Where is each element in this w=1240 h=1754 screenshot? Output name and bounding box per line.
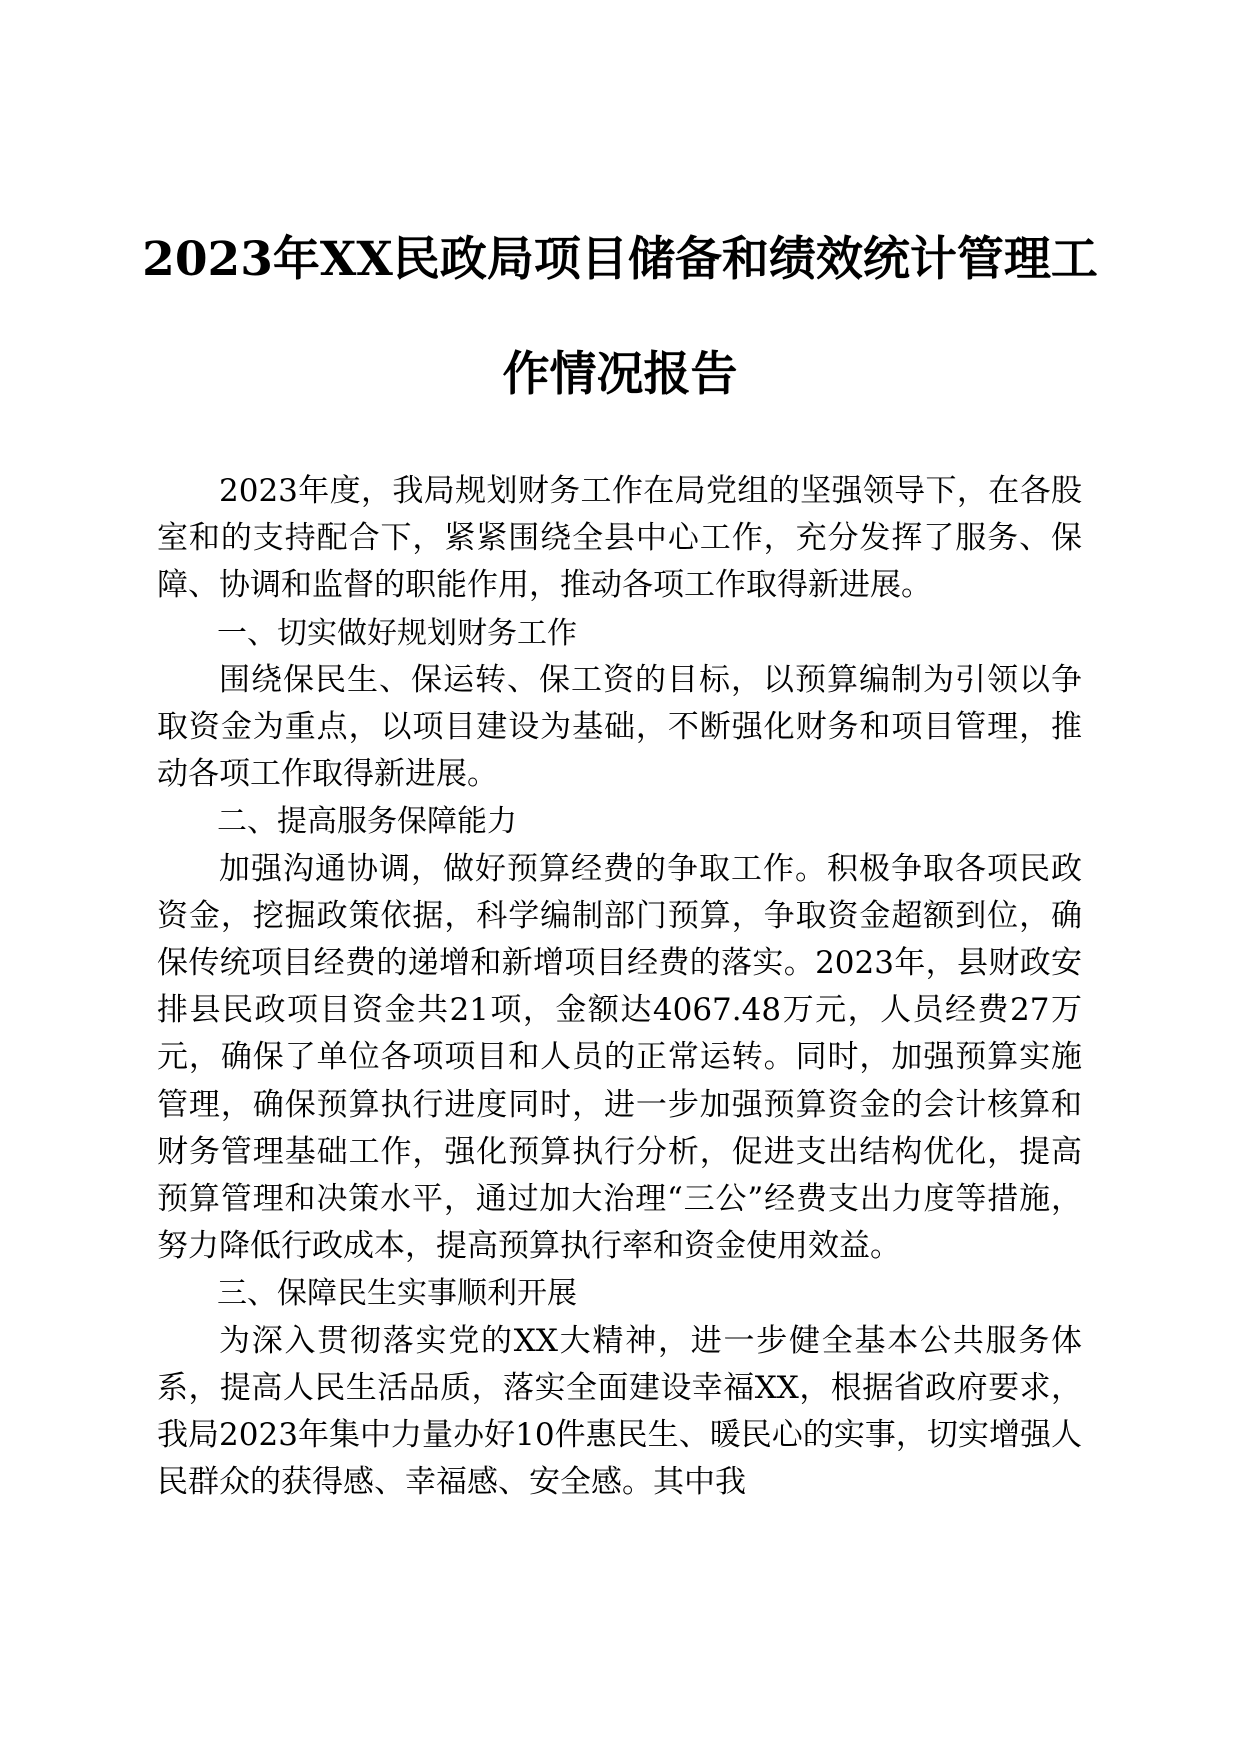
document-title-line-2: 作情况报告 [502,347,738,402]
intro-paragraph: 2023年度，我局规划财务工作在局党组的坚强领导下，在各股室和的支持配合下，紧紧围绕全县中心工作，充分发挥了服务、保障、协调和监督的职能作用，推动各项工作取得新进展。 [157,473,1082,604]
section-paragraph-3: 为深入贯彻落实党的XX大精神，进一步健全基本公共服务体系，提高人民生活品质，落实全面建设幸福XX，根据省政府要求，我局2023年集中力量办好10件惠民生、暖民心的实事，切实增强人民群众的获得感、幸福感、安全感。其中我 [157,1322,1082,1501]
document-title-line-1: 2023年XX民政局项目储备和绩效统计管理工 [142,232,1098,287]
section-paragraph-2: 加强沟通协调，做好预算经费的争取工作。积极争取各项民政资金，挖掘政策依据，科学编制部门预算，争取资金超额到位，确保传统项目经费的递增和新增项目经费的落实。2023年，县财政安排县民政项目资金共21项，金额达4067.48万元，人员经费27万元，确保了单位各项项目和人员的正常运转。同时，加强预算实施管理，确保预算执行进度同时，进一步加强预算资金的会计核算和财务管理基础工作，强化预算执行分析，促进支出结构优化，提高预算管理和决策水平，通过加大治理“三公”经费支出力度等措施，努力降低行政成本，提高预算执行率和资金使用效益。 [157,850,1082,1265]
section-heading-1: 一、切实做好规划财务工作 [217,615,577,651]
section-paragraph-1: 围绕保民生、保运转、保工资的目标，以预算编制为引领以争取资金为重点，以项目建设为基础，不断强化财务和项目管理，推动各项工作取得新进展。 [157,661,1082,793]
section-heading-3: 三、保障民生实事顺利开展 [217,1276,577,1312]
document-body [157,468,1082,1506]
section-heading-2: 二、提高服务保障能力 [217,804,517,840]
